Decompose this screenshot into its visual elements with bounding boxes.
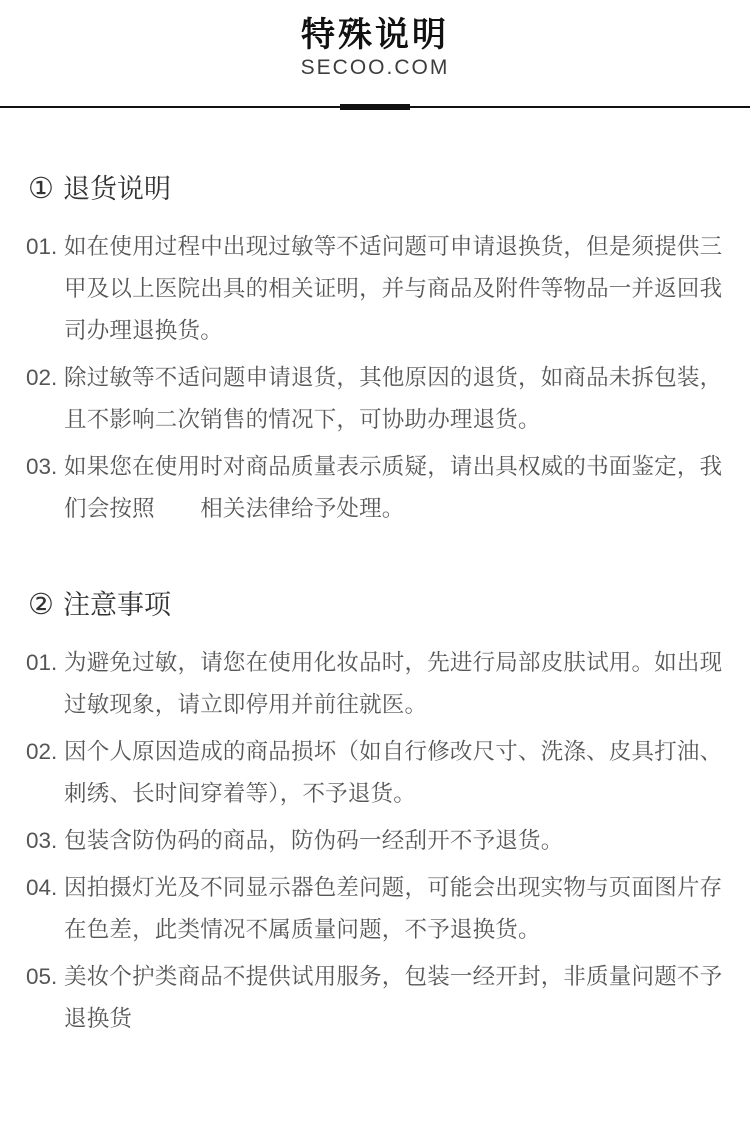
list-item <box>26 956 724 1040</box>
list-item <box>26 642 724 726</box>
list-item <box>26 731 724 815</box>
item-number: 02. <box>26 739 58 764</box>
circled-number-1-icon: ① <box>28 173 54 205</box>
list-item <box>26 226 724 352</box>
return-policy-list <box>26 226 724 530</box>
section-title: 注意事项 <box>63 590 171 620</box>
item-number: 01. <box>26 650 58 675</box>
section-return-policy <box>0 172 750 530</box>
section-heading-notes <box>28 588 722 622</box>
item-text: 为避免过敏，请您在使用化妆品时，先进行局部皮肤试用。如出现过敏现象，请立即停用并前往就医。 <box>64 650 723 717</box>
section-notes <box>0 588 750 1040</box>
list-item <box>26 867 724 951</box>
item-text: 美妆个护类商品不提供试用服务，包装一经开封，非质量问题不予退换货 <box>64 964 723 1031</box>
item-text: 因拍摄灯光及不同显示器色差问题，可能会出现实物与页面图片存在色差，此类情况不属质量问题，不予退换货。 <box>64 875 723 942</box>
item-number: 03. <box>26 828 58 853</box>
list-item <box>26 357 724 441</box>
panel-header <box>0 0 750 80</box>
circled-number-2-icon: ② <box>28 589 54 621</box>
item-text: 除过敏等不适问题申请退货，其他原因的退货，如商品未拆包装，且不影响二次销售的情况下，可协助办理退货。 <box>64 365 723 432</box>
item-number: 03. <box>26 454 58 479</box>
item-number: 05. <box>26 964 58 989</box>
header-divider <box>0 106 750 108</box>
page-title: 特殊说明 <box>301 16 449 54</box>
item-text: 如在使用过程中出现过敏等不适问题可申请退换货，但是须提供三甲及以上医院出具的相关证明，并与商品及附件等物品一并返回我司办理退换货。 <box>64 234 723 343</box>
notes-list <box>26 642 724 1040</box>
item-text: 包装含防伪码的商品，防伪码一经刮开不予退货。 <box>64 828 564 853</box>
item-number: 02. <box>26 365 58 390</box>
item-text: 如果您在使用时对商品质量表示质疑，请出具权威的书面鉴定，我们会按照 相关法律给予处理。 <box>64 454 723 521</box>
section-title: 退货说明 <box>63 174 171 204</box>
item-number: 01. <box>26 234 58 259</box>
list-item <box>26 446 724 530</box>
list-item <box>26 820 724 862</box>
section-heading-return-policy <box>28 172 722 206</box>
divider-accent-bar <box>340 104 410 110</box>
item-number: 04. <box>26 875 58 900</box>
brand-text: SECOO.COM <box>300 56 450 79</box>
item-text: 因个人原因造成的商品损坏（如自行修改尺寸、洗涤、皮具打油、刺绣、长时间穿着等），不予退货。 <box>64 739 723 806</box>
